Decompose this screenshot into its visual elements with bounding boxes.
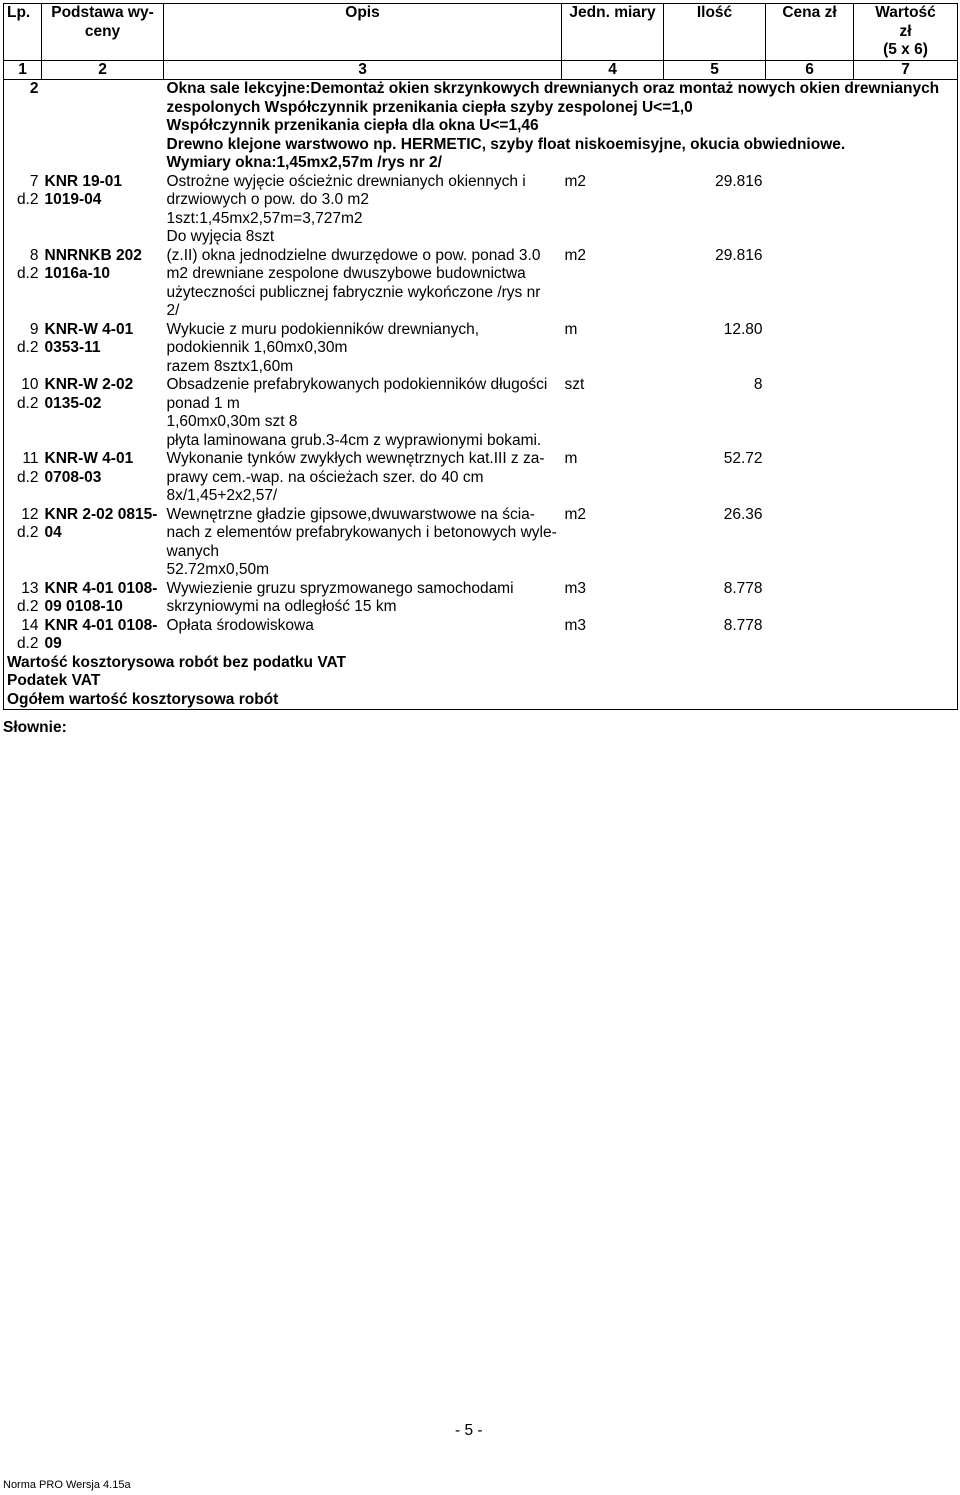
row-opis-line: Wywiezienie gruzu spryzmowanego samochodami bbox=[166, 579, 514, 597]
header-lp: Lp. bbox=[4, 4, 42, 61]
group-line: Współczynnik przenikania ciepła dla okna U<=1,46 bbox=[166, 117, 539, 134]
table-row bbox=[4, 247, 958, 321]
row-ilosc: 52.72 bbox=[723, 450, 763, 467]
row-podstawa: KNR 2-02 0815- bbox=[44, 505, 158, 523]
table-row bbox=[4, 450, 958, 506]
row-opis-line: prawy cem.-wap. na ościeżach szer. do 40 cm bbox=[166, 468, 484, 486]
row-podstawa: KNR-W 4-01 bbox=[44, 450, 134, 467]
row-lp-sub: d.2 bbox=[16, 191, 39, 208]
row-opis-line: Wykonanie tynków zwykłych wewnętrznych kat.III z za- bbox=[166, 450, 545, 467]
row-jm: m2 bbox=[564, 172, 587, 190]
row-opis-line: Obsadzenie prefabrykowanych podokienników długości bbox=[166, 376, 548, 393]
row-lp-sub: d.2 bbox=[16, 265, 39, 282]
row-opis-line: Do wyjęcia 8szt bbox=[166, 228, 275, 245]
row-opis-line: podokiennik 1,60mx0,30m bbox=[166, 339, 348, 356]
row-lp-sub: d.2 bbox=[16, 468, 39, 486]
summary-vat: Podatek VAT bbox=[4, 672, 958, 691]
row-opis-line: drzwiowych o pow. do 3.0 m2 bbox=[166, 191, 369, 208]
summary-row bbox=[4, 691, 958, 710]
group-lp: 2 bbox=[4, 80, 42, 173]
col-number: 7 bbox=[854, 60, 958, 80]
row-opis-line: skrzyniowymi na odległość 15 km bbox=[166, 598, 397, 615]
row-opis-line: wanych bbox=[166, 542, 220, 560]
row-lp: 8 bbox=[29, 246, 39, 264]
row-lp-sub: d.2 bbox=[16, 394, 39, 412]
header-ilosc: Ilość bbox=[664, 4, 766, 61]
row-opis-line: m2 drewniane zespolone dwuszybowe budownictwa bbox=[166, 265, 526, 282]
row-podstawa: KNR 19-01 bbox=[44, 172, 123, 190]
row-opis-line: Opłata środowiskowa bbox=[166, 616, 314, 634]
group-line: Wymiary okna:1,45mx2,57m /rys nr 2/ bbox=[166, 154, 442, 171]
row-opis-line: razem 8sztx1,60m bbox=[166, 357, 294, 375]
table-row bbox=[4, 321, 958, 377]
row-jm: m bbox=[564, 450, 578, 467]
row-jm: m bbox=[564, 320, 578, 338]
row-opis-line: płyta laminowana grub.3-4cm z wyprawionymi bokami. bbox=[166, 431, 542, 449]
row-jm: m3 bbox=[564, 616, 587, 634]
row-ilosc: 26.36 bbox=[723, 505, 763, 523]
row-podstawa-2: 09 0108-10 bbox=[44, 598, 123, 615]
table-row bbox=[4, 617, 958, 654]
row-opis-line: Wewnętrzne gładzie gipsowe,dwuwarstwowe na ścia- bbox=[166, 505, 535, 523]
row-jm: m2 bbox=[564, 505, 587, 523]
row-lp: 10 bbox=[21, 376, 39, 393]
row-ilosc: 8 bbox=[753, 376, 763, 393]
row-opis-line: (z.II) okna jednodzielne dwurzędowe o pow. ponad 3.0 bbox=[166, 246, 541, 264]
row-podstawa: NNRNKB 202 bbox=[44, 246, 142, 264]
row-podstawa-2: 0708-03 bbox=[44, 468, 102, 486]
row-lp-sub: d.2 bbox=[16, 339, 39, 356]
col-number: 6 bbox=[766, 60, 854, 80]
row-podstawa-2: 04 bbox=[44, 524, 62, 541]
group-row bbox=[4, 80, 958, 173]
row-opis-line: Wykucie z muru podokienników drewnianych, bbox=[166, 320, 480, 338]
row-jm: m3 bbox=[564, 579, 587, 597]
group-line: zespolonych Współczynnik przenikania ciepła szyby zespolonej U<=1,0 bbox=[166, 98, 693, 116]
row-lp: 11 bbox=[22, 450, 39, 467]
row-lp-sub: d.2 bbox=[16, 524, 39, 541]
cost-estimate-table bbox=[3, 3, 958, 710]
row-ilosc: 29.816 bbox=[715, 246, 763, 264]
row-podstawa: KNR-W 4-01 bbox=[44, 320, 134, 338]
row-podstawa: KNR-W 2-02 bbox=[44, 376, 134, 393]
header-cena: Cena zł bbox=[766, 4, 854, 61]
row-lp: 13 bbox=[21, 579, 39, 597]
row-opis-line: 8x/1,45+2x2,57/ bbox=[166, 487, 278, 504]
row-podstawa: KNR 4-01 0108- bbox=[44, 579, 158, 597]
group-line: Drewno klejone warstwowo np. HERMETIC, szyby float niskoemisyjne, okucia obwiedniowe. bbox=[166, 135, 846, 153]
page-number: - 5 - bbox=[455, 1422, 483, 1439]
summary-row bbox=[4, 654, 958, 673]
summary-net: Wartość kosztorysowa robót bez podatku VAT bbox=[4, 654, 958, 673]
software-footer: Norma PRO Wersja 4.15a bbox=[3, 1479, 131, 1491]
row-opis-line: 52.72mx0,50m bbox=[166, 561, 270, 578]
row-lp: 14 bbox=[21, 616, 39, 634]
header-podstawa: Podstawa wy-ceny bbox=[42, 4, 164, 61]
row-ilosc: 8.778 bbox=[723, 616, 763, 634]
row-lp: 12 bbox=[21, 505, 39, 523]
group-description bbox=[164, 80, 958, 173]
table-row bbox=[4, 580, 958, 617]
row-podstawa-2: 1016a-10 bbox=[44, 265, 111, 282]
header-wartosc bbox=[854, 4, 958, 61]
row-lp: 9 bbox=[29, 320, 39, 338]
col-number: 5 bbox=[664, 60, 766, 80]
row-opis-line: ponad 1 m bbox=[166, 394, 240, 412]
col-number: 3 bbox=[164, 60, 562, 80]
row-ilosc: 8.778 bbox=[723, 579, 763, 597]
row-opis-line: 2/ bbox=[166, 302, 180, 319]
row-opis-line: 1szt:1,45mx2,57m=3,727m2 bbox=[166, 209, 363, 227]
table-header-row bbox=[4, 4, 958, 61]
row-jm: m2 bbox=[564, 246, 587, 264]
summary-row bbox=[4, 672, 958, 691]
header-wartosc-line1: Wartość bbox=[875, 4, 936, 21]
header-opis: Opis bbox=[164, 4, 562, 61]
row-podstawa-2: 1019-04 bbox=[44, 191, 102, 208]
header-jm: Jedn. miary bbox=[562, 4, 664, 61]
col-number: 1 bbox=[4, 60, 42, 80]
table-row bbox=[4, 173, 958, 247]
row-podstawa: KNR 4-01 0108- bbox=[44, 616, 158, 634]
row-podstawa-2: 09 bbox=[44, 635, 62, 652]
header-wartosc-line3: (5 x 6) bbox=[883, 41, 928, 58]
table-row bbox=[4, 376, 958, 450]
column-number-row bbox=[4, 60, 958, 80]
row-lp-sub: d.2 bbox=[16, 598, 39, 615]
row-ilosc: 12.80 bbox=[723, 320, 763, 338]
table-row bbox=[4, 506, 958, 580]
row-jm: szt bbox=[564, 376, 585, 393]
group-line: Okna sale lekcyjne:Demontaż okien skrzynkowych drewnianych oraz montaż nowych okien drewnianych bbox=[166, 80, 940, 97]
row-lp: 7 bbox=[29, 172, 39, 190]
row-ilosc: 29.816 bbox=[715, 172, 763, 190]
summary-total: Ogółem wartość kosztorysowa robót bbox=[4, 691, 958, 710]
row-opis-line: nach z elementów prefabrykowanych i betonowych wyle- bbox=[166, 524, 557, 541]
in-words-label: Słownie: bbox=[3, 719, 67, 736]
row-opis-line: Ostrożne wyjęcie ościeżnic drewnianych okiennych i bbox=[166, 172, 526, 190]
col-number: 4 bbox=[562, 60, 664, 80]
header-wartosc-line2: zł bbox=[899, 22, 912, 40]
row-opis-line: 1,60mx0,30m szt 8 bbox=[166, 413, 298, 430]
row-opis-line: użyteczności publicznej fabrycznie wykończone /rys nr bbox=[166, 283, 541, 301]
row-podstawa-2: 0353-11 bbox=[44, 339, 101, 356]
row-lp-sub: d.2 bbox=[16, 635, 39, 652]
col-number: 2 bbox=[42, 60, 164, 80]
row-podstawa-2: 0135-02 bbox=[44, 394, 102, 412]
